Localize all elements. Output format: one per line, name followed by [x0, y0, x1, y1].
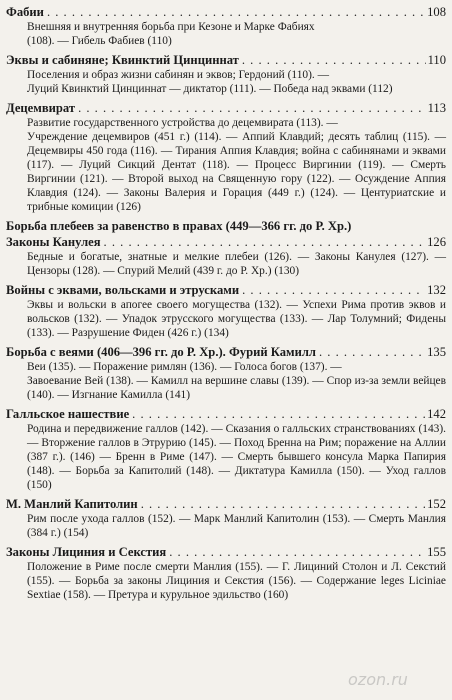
page-number: 142: [427, 407, 446, 421]
dot-leader: [141, 496, 425, 512]
page-number: 135: [427, 345, 446, 359]
entry-title: Законы Лициния и Секстия: [6, 545, 167, 559]
page-number: 132: [427, 283, 446, 297]
dot-leader: [242, 52, 426, 68]
entry-title: Законы Канулея: [6, 235, 101, 249]
toc-entry-wars-aequi-volsci-etruscans: [6, 282, 446, 340]
page-number: 108: [427, 5, 446, 19]
dot-leader: [132, 406, 425, 422]
entry-description: Бедные и богатые, знатные и мелкие плебеи (126). — Законы Канулея (127). — Цензоры (128). — Спурий Мелий (439 г. до Р. Хр.) (130): [27, 251, 446, 277]
entry-heading: [6, 406, 446, 422]
entry-heading: [6, 344, 446, 360]
entry-heading: [6, 100, 446, 116]
entry-heading: [6, 234, 446, 250]
entry-title: Борьба с веями (406—396 гг. до Р. Хр.). Фурий Камилл: [6, 345, 316, 359]
table-of-contents: [6, 4, 446, 605]
entry-heading: [6, 52, 446, 68]
toc-entry-fabii: [6, 4, 446, 48]
watermark: ozon.ru: [348, 670, 408, 689]
page-number: 126: [427, 235, 446, 249]
dot-leader: [242, 282, 425, 298]
dot-leader: [78, 100, 426, 116]
entry-description: Эквы и вольски в апогее своего могущества (132). — Успехи Рима против эквов и вольсков (132). — Упадок этрусского могущества (133). — Лар Толумний; Фидены (133). — Разрушение Фиден (426 г.) (134): [27, 299, 446, 339]
entry-description: Положение в Риме после смерти Манлия (155). — Г. Лициний Столон и Л. Секстий (155). — Борьба за законы Лициния и Секстия (156). — Содержание leges Liciniae Sextiae (158). — Претура и курульное эдильство (160): [27, 561, 446, 601]
dot-leader: [169, 544, 425, 560]
dot-leader: [319, 344, 425, 360]
entry-description: Внешняя и внутренняя борьба при Кезоне и Марке Фабиях (108). — Гибель Фабиев (110): [27, 21, 315, 47]
entry-heading: [6, 282, 446, 298]
toc-entry-decemvirate: [6, 100, 446, 214]
dot-leader: [104, 234, 426, 250]
entry-title: Войны с эквами, вольсками и этрусками: [6, 283, 240, 297]
entry-heading: [6, 496, 446, 512]
page-number: 110: [427, 53, 446, 67]
entry-title: Галльское нашествие: [6, 407, 130, 421]
entry-description: Веи (135). — Поражение римлян (136). — Голоса богов (137). — Завоевание Вей (138). — Камилл на вершине славы (139). — Спор из-за земли вейцев (140). — Изгнание Камилла (141): [27, 361, 446, 401]
toc-entry-licinian-sextian-laws: [6, 544, 446, 602]
entry-title: Фабии: [6, 5, 44, 19]
entry-description: Рим после ухода галлов (152). — Марк Манлий Капитолин (153). — Смерть Манлия (384 г.) (154): [27, 513, 446, 539]
entry-description: Поселения и образ жизни сабинян и эквов; Гердоний (110). — Луций Квинктий Цинциннат — диктатор (111). — Победа над эквами (112): [27, 69, 393, 95]
entry-heading: [6, 4, 446, 20]
dot-leader: [47, 4, 425, 20]
page-number: 113: [427, 101, 446, 115]
entry-title: Децемвират: [6, 101, 76, 115]
entry-title: М. Манлий Капитолин: [6, 497, 138, 511]
toc-entry-manlius-capitolinus: [6, 496, 446, 540]
entry-description: Развитие государственного устройства до децемвирата (113). — Учреждение децемвиров (451 г.) (114). — Аппий Клавдий; десять таблиц (115). — Децемвиры 450 года (116). — Тирания Аппия Клавдия; война с сабинянами и эквами (117). — Луций Сикций Дентат (118). — Процесс Виргинии (119). — Смерть Виргинии (121). — Второй выход на Священную гору (122). — Осуждение Аппия Клавдия (124). — Законы Валерия и Горация (449 г.) (124). — Центуриатские и трибные комиции (126): [27, 117, 446, 213]
page-number: 152: [427, 497, 446, 511]
entry-title: Эквы и сабиняне; Квинктий Цинциннат: [6, 53, 239, 67]
toc-entry-veii-camillus: [6, 344, 446, 402]
page-number: 155: [427, 545, 446, 559]
entry-title-first-line: Борьба плебеев за равенство в правах (449—366 гг. до Р. Хр.): [6, 219, 352, 233]
entry-description: Родина и передвижение галлов (142). — Сказания о галльских странствованиях (143). — Вторжение галлов в Этрурию (145). — Поход Бренна на Рим; поражение на Аллии (387 г.). (146) — Бренн в Риме (147). — Смерть бывшего консула Марка Папирия (148). — Борьба за Капитолий (148). — Диктатура Камилла (150). — Уход галлов (150): [27, 423, 446, 491]
toc-entry-aequi-sabines: [6, 52, 446, 96]
toc-entry-plebeian-struggle: [6, 218, 446, 278]
toc-entry-gallic-invasion: [6, 406, 446, 492]
entry-heading: [6, 544, 446, 560]
